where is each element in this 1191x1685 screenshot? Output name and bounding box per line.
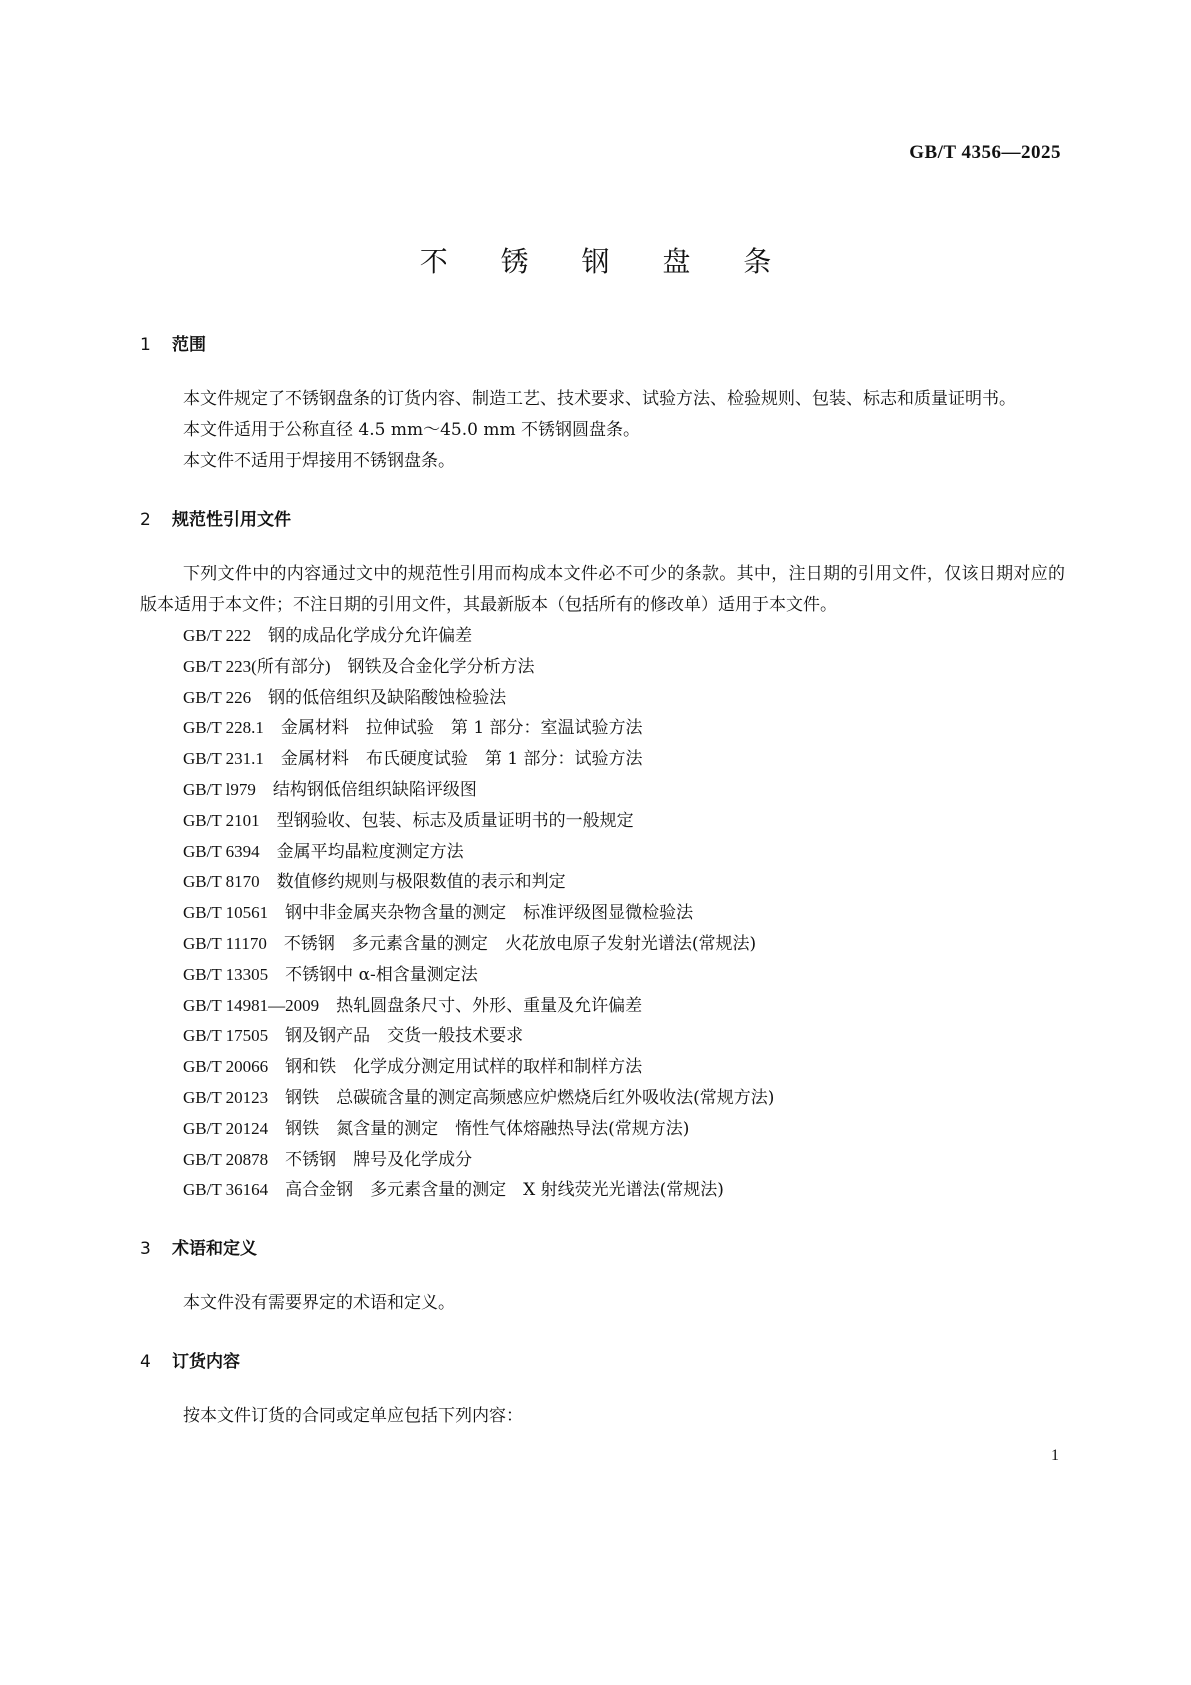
- reference-title: 金属材料 布氏硬度试验 第 1 部分：试验方法: [280, 749, 643, 770]
- reference-item: [140, 1083, 1065, 1114]
- references-intro: 下列文件中的内容通过文中的规范性引用而构成本文件必不可少的条款。其中，注日期的引用文件，仅该日期对应的版本适用于本文件；不注日期的引用文件，其最新版本（包括所有的修改单）适用于本文件。: [140, 564, 1065, 615]
- reference-item: [140, 683, 1065, 714]
- reference-item: [140, 713, 1065, 744]
- reference-code: GB/T 10561: [183, 903, 269, 923]
- reference-code: GB/T 20124: [183, 1118, 269, 1138]
- reference-item: [140, 991, 1065, 1022]
- section-number: 4: [140, 1352, 151, 1373]
- reference-title: 钢的低倍组织及缺陷酸蚀检验法: [268, 687, 507, 708]
- section-4-heading: [140, 1349, 1065, 1375]
- reference-title: 钢和铁 化学成分测定用试样的取样和制样方法: [285, 1057, 643, 1078]
- reference-code: GB/T 36164: [183, 1180, 269, 1200]
- reference-title: 热轧圆盘条尺寸、外形、重量及允许偏差: [336, 995, 643, 1016]
- reference-item: [140, 898, 1065, 929]
- section-2-heading: [140, 507, 1065, 533]
- reference-item: [140, 867, 1065, 898]
- reference-item: [140, 960, 1065, 991]
- reference-title: 结构钢低倍组织缺陷评级图: [272, 779, 477, 800]
- reference-item: [140, 837, 1065, 868]
- reference-code: GB/T 20066: [183, 1057, 269, 1077]
- reference-code: GB/T 11170: [183, 933, 267, 953]
- scope-paragraph-1: 本文件规定了不锈钢盘条的订货内容、制造工艺、技术要求、试验方法、检验规则、包装、标志和质量证明书。: [183, 389, 1016, 409]
- ordering-paragraph: 按本文件订货的合同或定单应包括下列内容：: [183, 1406, 523, 1427]
- reference-title: 钢铁 氮含量的测定 惰性气体熔融热导法(常规方法): [285, 1118, 690, 1139]
- reference-code: GB/T 6394: [183, 841, 260, 861]
- section-number: 3: [140, 1239, 151, 1260]
- reference-title: 不锈钢 多元素含量的测定 火花放电原子发射光谱法(常规法): [283, 933, 757, 954]
- reference-item: [140, 929, 1065, 960]
- reference-code: GB/T 228.1: [183, 718, 264, 738]
- reference-item: [140, 1175, 1065, 1206]
- reference-item: [140, 1145, 1065, 1176]
- reference-code: GB/T 13305: [183, 964, 269, 984]
- reference-item: [140, 621, 1065, 652]
- section-title: 订货内容: [172, 1352, 240, 1373]
- reference-item: [140, 1052, 1065, 1083]
- section-number: 1: [140, 335, 151, 355]
- reference-title: 钢铁及合金化学分析方法: [347, 656, 535, 677]
- reference-code: GB/T 231.1: [183, 749, 264, 769]
- section-3-heading: [140, 1236, 1065, 1262]
- document-title: 不 锈 钢 盘 条: [419, 245, 794, 278]
- reference-item: [140, 652, 1065, 683]
- reference-item: [140, 1114, 1065, 1145]
- section-number: 2: [140, 510, 151, 530]
- reference-code: GB/T 20878: [183, 1149, 269, 1169]
- scope-paragraph-3: 本文件不适用于焊接用不锈钢盘条。: [183, 451, 455, 471]
- reference-title: 高合金钢 多元素含量的测定 X 射线荧光光谱法(常规法): [285, 1180, 724, 1201]
- reference-title: 金属材料 拉伸试验 第 1 部分：室温试验方法: [280, 718, 643, 739]
- standard-code: GB/T 4356—2025: [909, 142, 1061, 163]
- terms-paragraph: 本文件没有需要界定的术语和定义。: [183, 1293, 455, 1314]
- reference-code: GB/T 223(所有部分): [183, 656, 331, 676]
- reference-code: GB/T 8170: [183, 872, 260, 892]
- reference-title: 钢铁 总碳硫含量的测定高频感应炉燃烧后红外吸收法(常规方法): [285, 1087, 775, 1108]
- reference-title: 不锈钢 牌号及化学成分: [285, 1149, 473, 1170]
- reference-title: 钢的成品化学成分允许偏差: [268, 626, 473, 646]
- section-title: 范围: [172, 335, 206, 355]
- section-title: 术语和定义: [172, 1239, 257, 1260]
- section-title: 规范性引用文件: [172, 510, 291, 530]
- reference-title: 不锈钢中 α-相含量测定法: [285, 964, 478, 985]
- reference-title: 钢及钢产品 交货一般技术要求: [285, 1026, 524, 1047]
- document-body: [140, 332, 1065, 1432]
- reference-code: GB/T 14981—2009: [183, 995, 320, 1015]
- reference-code: GB/T 17505: [183, 1026, 269, 1046]
- reference-title: 型钢验收、包装、标志及质量证明书的一般规定: [276, 810, 634, 831]
- reference-title: 钢中非金属夹杂物含量的测定 标准评级图显微检验法: [285, 903, 694, 924]
- page-number: 1: [1051, 1447, 1059, 1464]
- reference-item: [140, 744, 1065, 775]
- reference-list: [140, 621, 1065, 1206]
- reference-title: 数值修约规则与极限数值的表示和判定: [276, 872, 566, 893]
- reference-code: GB/T 222: [183, 626, 252, 645]
- scope-paragraph-2: 本文件适用于公称直径 4.5 mm～45.0 mm 不锈钢圆盘条。: [183, 420, 640, 440]
- reference-code: GB/T l979: [183, 779, 256, 799]
- reference-code: GB/T 2101: [183, 810, 260, 830]
- section-1-heading: [140, 332, 1065, 358]
- reference-title: 金属平均晶粒度测定方法: [276, 841, 464, 862]
- reference-item: [140, 1021, 1065, 1052]
- reference-code: GB/T 20123: [183, 1087, 269, 1107]
- reference-code: GB/T 226: [183, 687, 252, 707]
- reference-item: [140, 806, 1065, 837]
- reference-item: [140, 775, 1065, 806]
